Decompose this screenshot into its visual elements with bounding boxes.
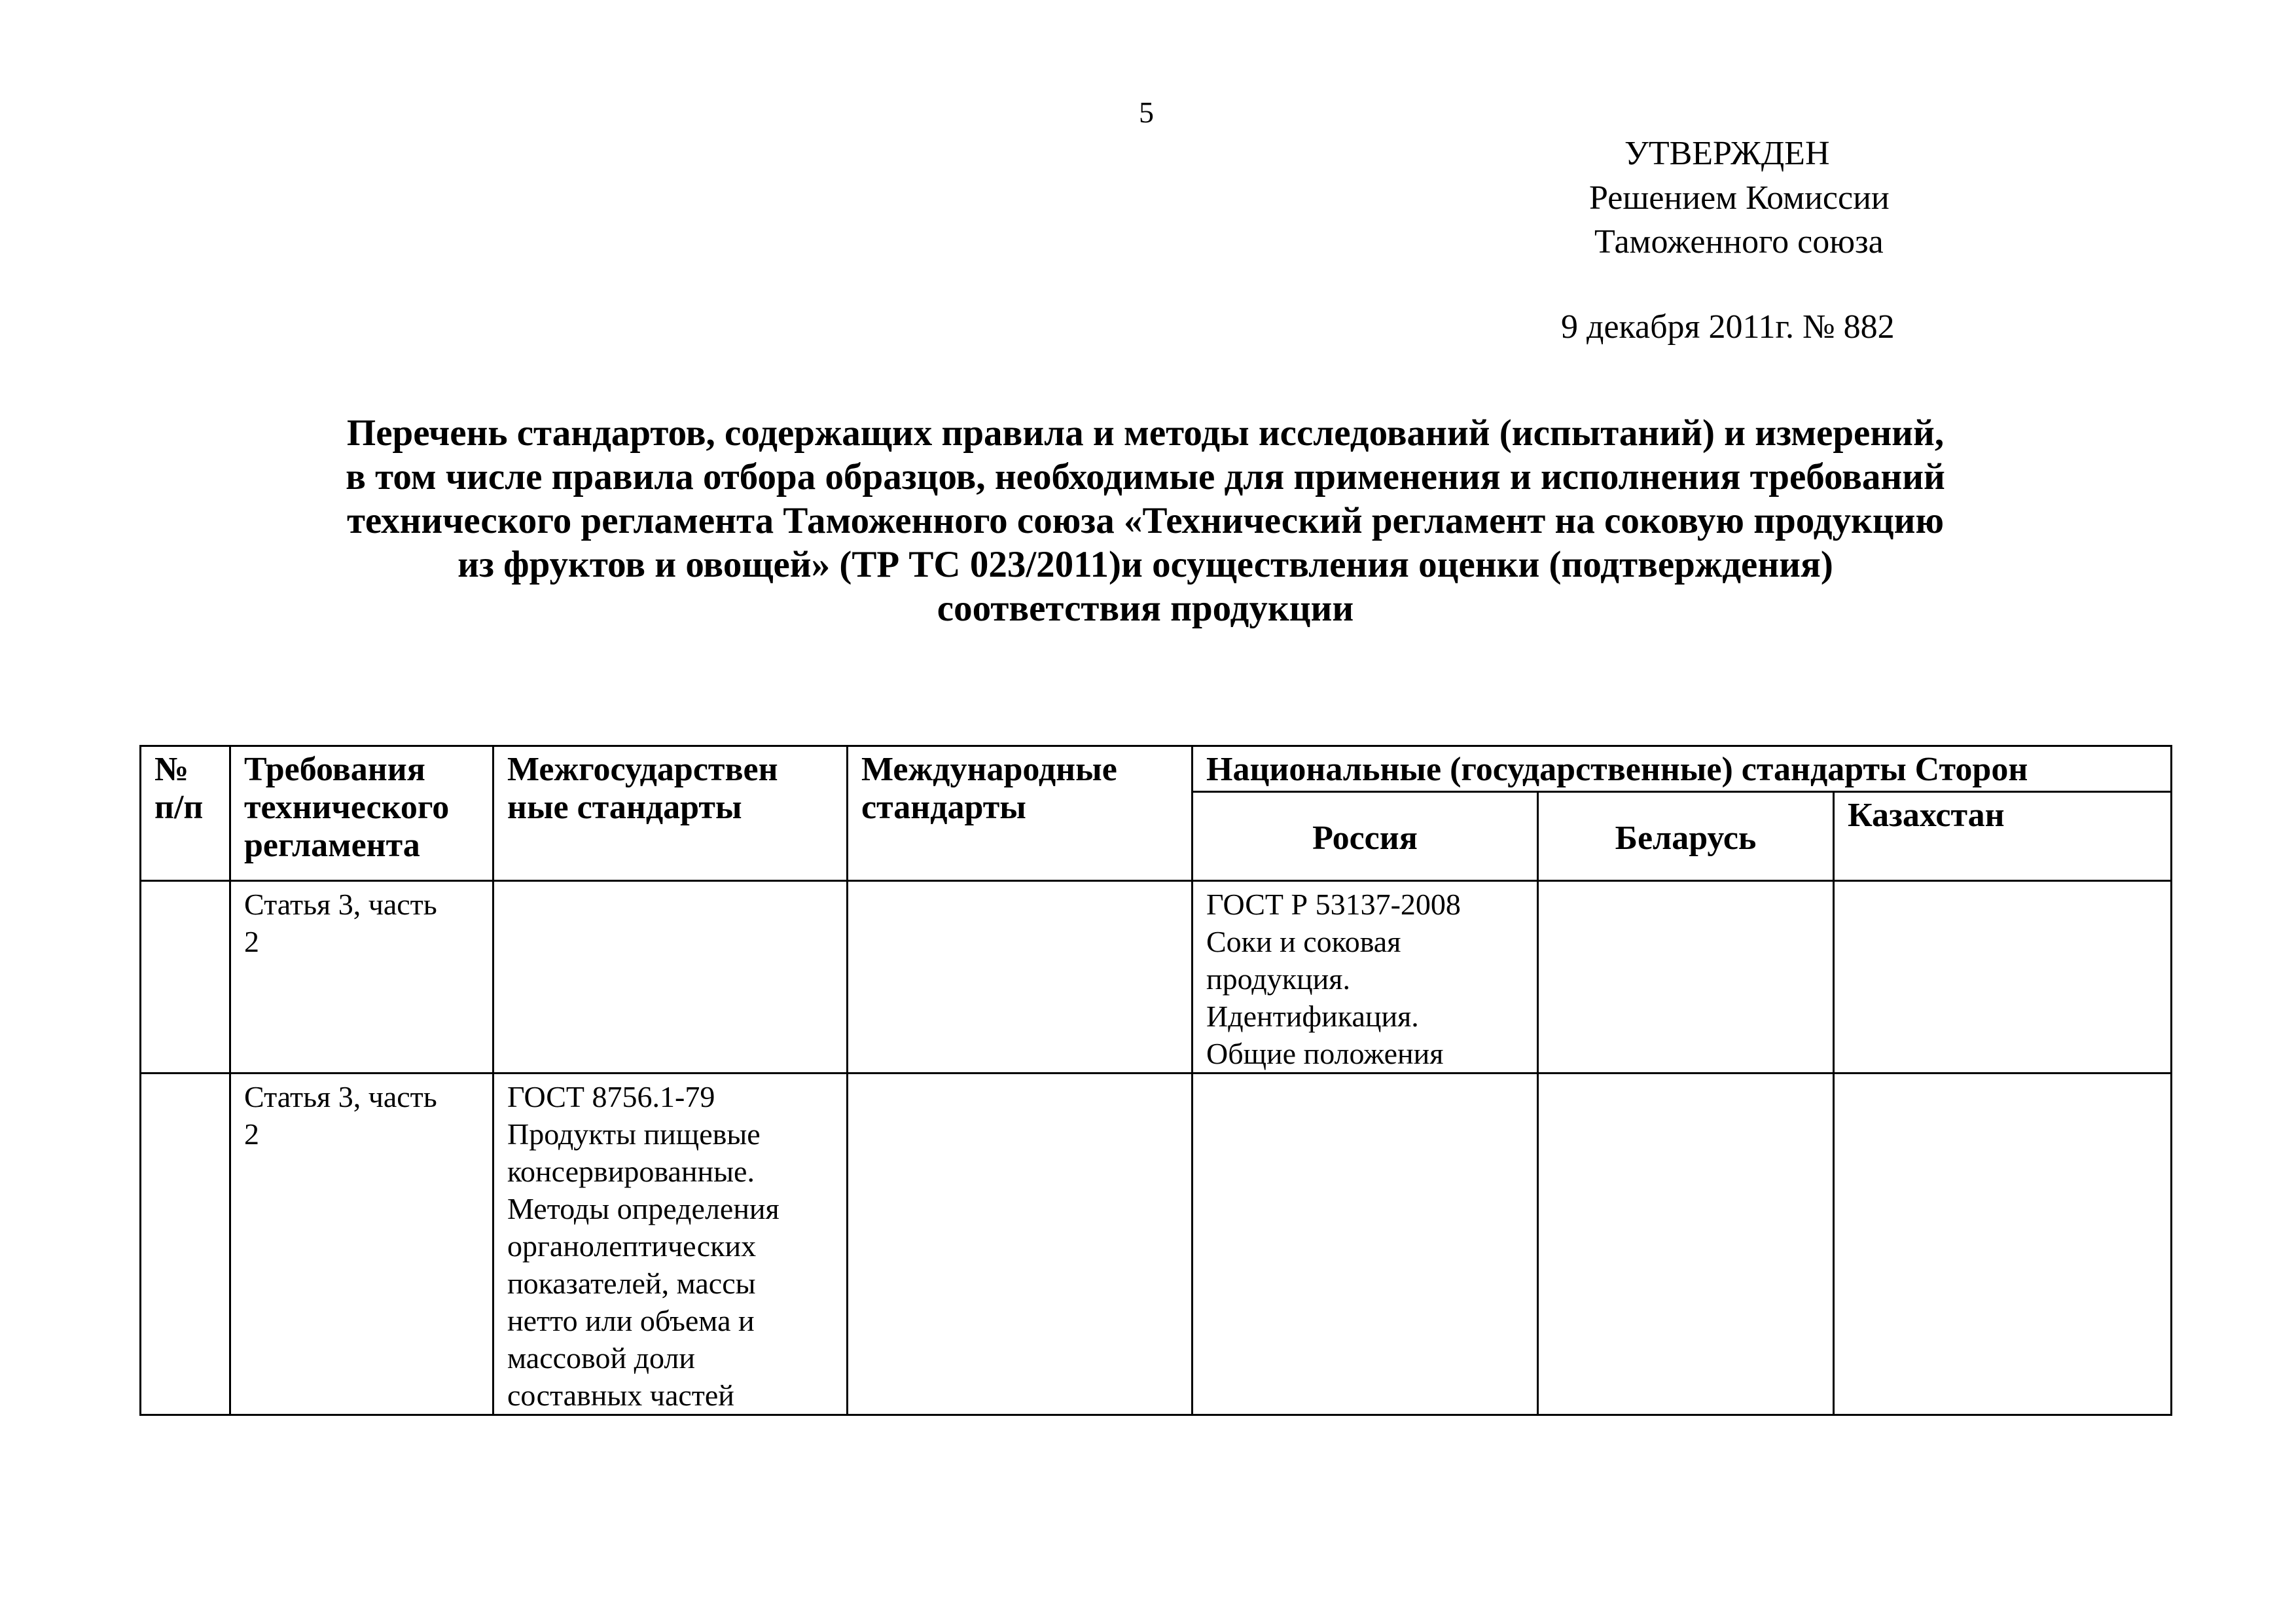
title-line: в том числе правила отбора образцов, необходимые для применения и исполнения требований — [346, 456, 1945, 497]
standards-table — [139, 745, 2172, 1416]
title-line: соответствия продукции — [937, 588, 1354, 629]
header-russia: Россия — [1193, 792, 1538, 881]
title-line: технического регламента Таможенного союза «Технический регламент на соковую продукцию — [346, 500, 1945, 541]
approval-date-line: 9 декабря 2011г. № 882 — [1561, 308, 1895, 346]
header-num: № п/п — [141, 746, 230, 881]
cell-num — [141, 1074, 230, 1415]
header-kazakhstan: Казахстан — [1834, 792, 2172, 881]
header-belarus: Беларусь — [1538, 792, 1834, 881]
table-row — [141, 881, 2172, 1074]
cell-kazakhstan — [1834, 1074, 2172, 1415]
approval-heading: УТВЕРЖДЕН — [1624, 135, 1830, 172]
table-row — [141, 1074, 2172, 1415]
cell-num — [141, 881, 230, 1074]
cell-kazakhstan — [1834, 881, 2172, 1074]
title-line: из фруктов и овощей» (ТР ТС 023/2011)и осуществления оценки (подтверждения) — [457, 544, 1833, 585]
cell-belarus — [1538, 1074, 1834, 1415]
title-line: Перечень стандартов, содержащих правила и методы исследований (испытаний) и измерений, — [346, 412, 1945, 454]
approval-decision-line: Решением Комиссии — [1589, 179, 1890, 217]
cell-requirement: Статья 3, часть 2 — [230, 881, 493, 1074]
cell-international — [848, 881, 1193, 1074]
document-title — [131, 411, 2160, 630]
header-interstate-standards: Межгосударствен ные стандарты — [493, 746, 848, 881]
cell-requirement: Статья 3, часть 2 — [230, 1074, 493, 1415]
table-header-row — [141, 746, 2172, 792]
header-international-standards: Международные стандарты — [848, 746, 1193, 881]
cell-interstate: ГОСТ 8756.1-79 Продукты пищевые консервированные. Методы определения органолептических показателей, массы нетто или объема и массовой доли составных частей — [493, 1074, 848, 1415]
page-number: 5 — [1139, 96, 1154, 129]
cell-international — [848, 1074, 1193, 1415]
header-requirements: Требования технического регламента — [230, 746, 493, 881]
cell-russia — [1193, 1074, 1538, 1415]
cell-belarus — [1538, 881, 1834, 1074]
approval-union-line: Таможенного союза — [1594, 223, 1884, 261]
cell-interstate — [493, 881, 848, 1074]
cell-russia: ГОСТ Р 53137-2008 Соки и соковая продукция. Идентификация. Общие положения — [1193, 881, 1538, 1074]
header-national-standards: Национальные (государственные) стандарты Сторон — [1193, 746, 2172, 792]
